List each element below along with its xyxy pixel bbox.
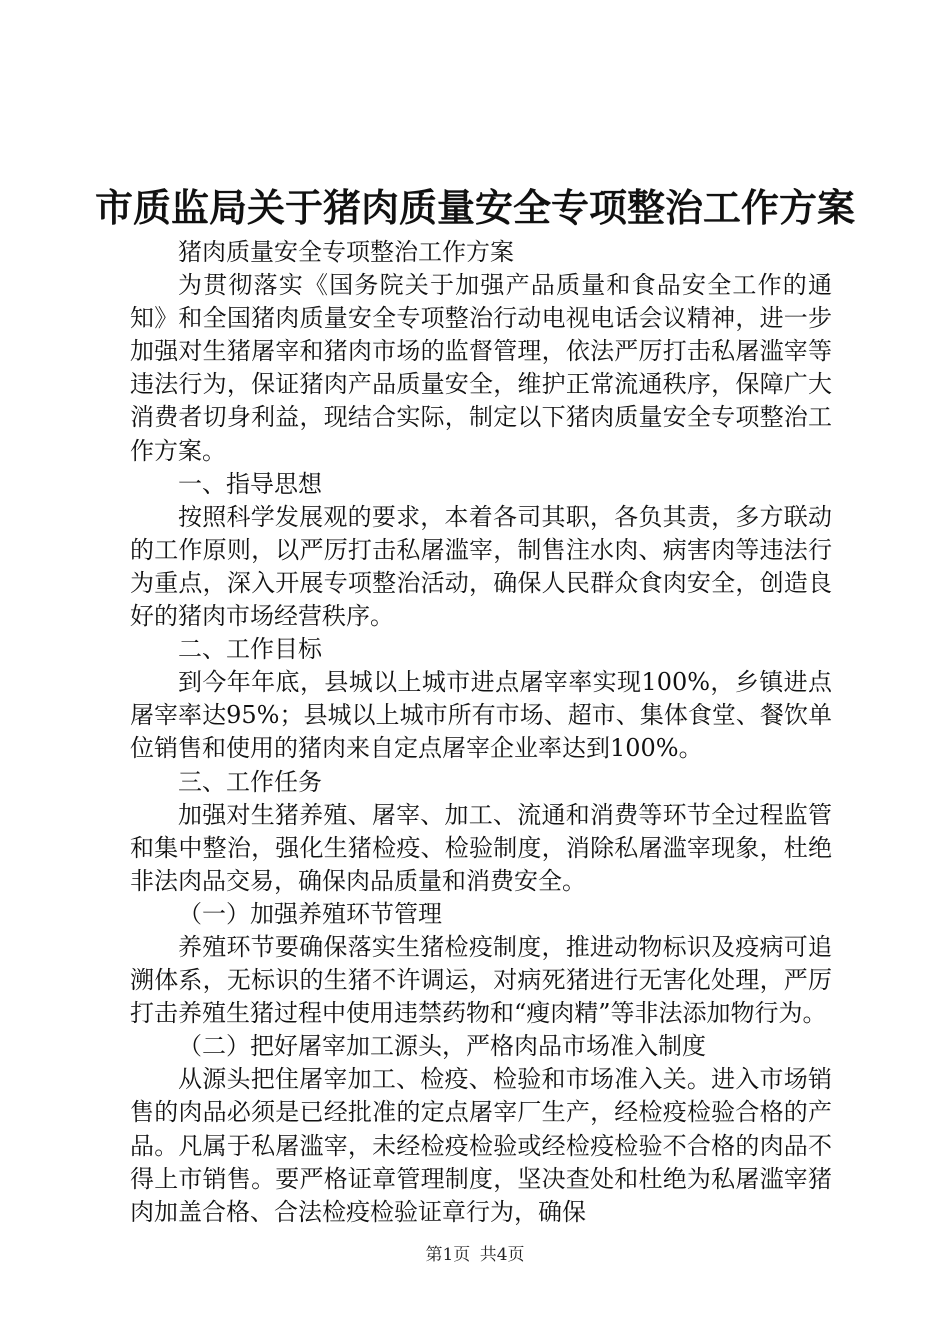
heading-work-goals: 二、工作目标 <box>178 635 322 664</box>
page-footer <box>0 1243 950 1267</box>
paragraph-slaughter: 从源头把住屠宰加工、检疫、检验和市场准入关。进入市场销售的肉品必须是已经批准的定点屠宰厂生产，经检疫检验合格的产品。凡属于私屠滥宰，未经检疫检验或经检疫检验不合格的肉品不得上市销售。要严格证章管理制度，坚决查处和杜绝为私屠滥宰猪肉加盖合格、合法检疫检验证章行为，确保 <box>130 1065 832 1226</box>
page-total: 共4页 <box>479 1245 525 1265</box>
heading-guiding-thought: 一、指导思想 <box>178 469 322 498</box>
heading-work-tasks: 三、工作任务 <box>178 767 322 796</box>
subheading-slaughter: （二）把好屠宰加工源头，严格肉品市场准入制度 <box>178 1032 706 1061</box>
document-body <box>130 236 832 1229</box>
paragraph-work-goals: 到今年年底，县城以上城市进点屠宰率实现100%，乡镇进点屠宰率达95%；县城以上城市所有市场、超市、集体食堂、餐饮单位销售和使用的猪肉来自定点屠宰企业率达到100%。 <box>130 668 832 763</box>
document-title: 市质监局关于猪肉质量安全专项整治工作方案 <box>94 185 855 230</box>
paragraph-intro: 为贯彻落实《国务院关于加强产品质量和食品安全工作的通知》和全国猪肉质量安全专项整治行动电视电话会议精神，进一步加强对生猪屠宰和猪肉市场的监督管理，依法严厉打击私屠滥宰等违法行为，保证猪肉产品质量安全，维护正常流通秩序，保障广大消费者切身利益，现结合实际，制定以下猪肉质量安全专项整治工作方案。 <box>130 271 832 465</box>
paragraph-work-tasks: 加强对生猪养殖、屠宰、加工、流通和消费等环节全过程监管和集中整治，强化生猪检疫、检验制度，消除私屠滥宰现象，杜绝非法肉品交易，确保肉品质量和消费安全。 <box>130 800 832 895</box>
page-number: 第1页 <box>425 1245 471 1265</box>
paragraph-breeding: 养殖环节要确保落实生猪检疫制度，推进动物标识及疫病可追溯体系，无标识的生猪不许调运，对病死猪进行无害化处理，严厉打击养殖生猪过程中使用违禁药物和“瘦肉精”等非法添加物行为。 <box>130 932 832 1028</box>
paragraph-subtitle: 猪肉质量安全专项整治工作方案 <box>178 238 514 266</box>
paragraph-guiding-thought: 按照科学发展观的要求，本着各司其职，各负其责，多方联动的工作原则，以严厉打击私屠滥宰，制售注水肉、病害肉等违法行为重点，深入开展专项整治活动，确保人民群众食肉安全，创造良好的猪肉市场经营秩序。 <box>130 502 832 631</box>
subheading-breeding: （一）加强养殖环节管理 <box>178 899 442 928</box>
